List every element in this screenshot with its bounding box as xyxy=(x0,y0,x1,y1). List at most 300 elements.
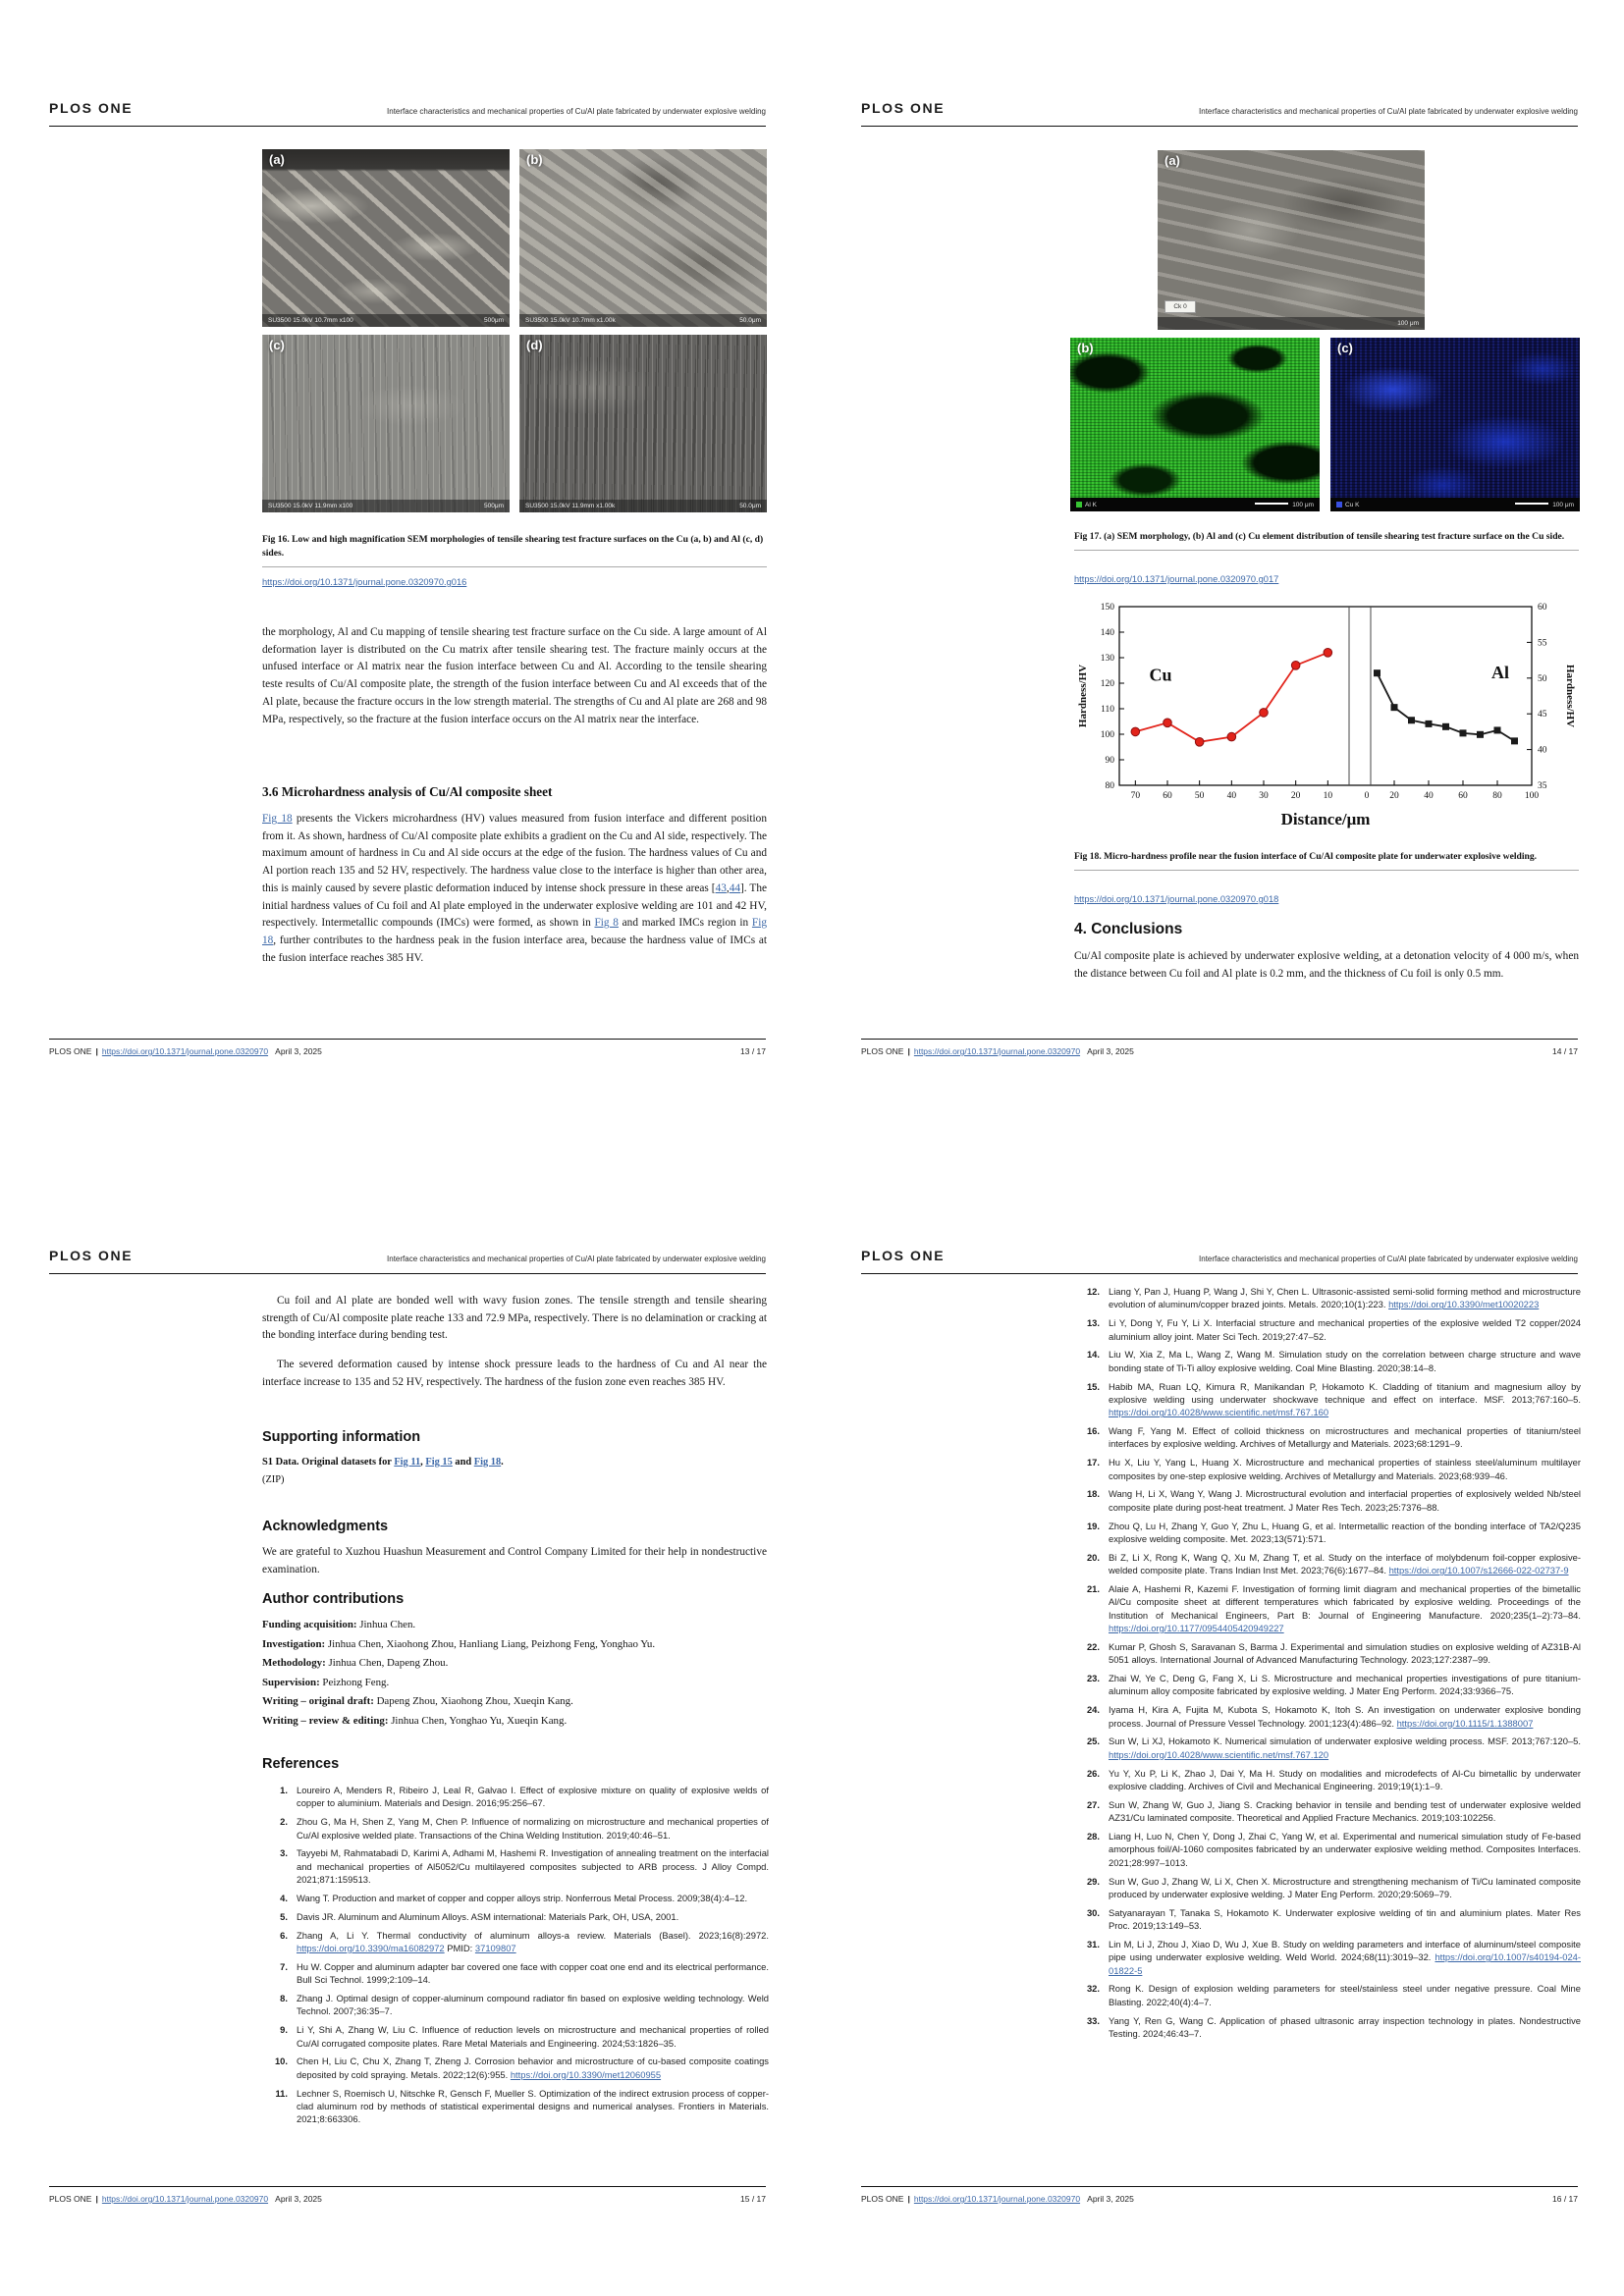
reference-link[interactable]: https://doi.org/10.4028/www.scientific.net/msf.767.120 xyxy=(1109,1748,1329,1760)
reference-number: 30. xyxy=(1086,1906,1100,1918)
contribution-role: Funding acquisition: xyxy=(262,1619,357,1630)
chart-text: Hardness/HV xyxy=(1077,664,1089,728)
chart-text: 10 xyxy=(1323,791,1333,801)
panel-label: (b) xyxy=(526,152,543,167)
reference-item xyxy=(262,1960,769,1987)
text-run: Davis JR. Aluminum and Aluminum Alloys. ASM international: Materials Park, OH, USA, 2001. xyxy=(297,1910,679,1922)
reference-text xyxy=(1109,1551,1581,1577)
data-point-cu xyxy=(1164,719,1172,727)
data-point-cu xyxy=(1227,732,1236,741)
text-run: . xyxy=(501,1457,504,1468)
reference-link[interactable]: https://doi.org/10.1177/0954405420949227 xyxy=(1109,1623,1284,1634)
reference-text xyxy=(1109,1348,1581,1374)
fig16-doi-link xyxy=(262,577,767,587)
reference-item xyxy=(1074,1487,1581,1514)
footer-left xyxy=(861,2194,1134,2204)
chart-text: 150 xyxy=(1100,603,1114,613)
text-run: Habib MA, Ruan LQ, Kimura R, Manikandan P, Hokamoto K. Cladding of titanium and magnesium alloy by explosive welding using underwater shockwave technique and effect on interface. MSF. 2013;767:160–5. xyxy=(1109,1380,1581,1405)
reference-number: 12. xyxy=(1086,1286,1100,1297)
inline-link[interactable]: Fig 11 xyxy=(394,1457,421,1468)
text-run: Liu W, Xia Z, Ma L, Wang Z, Wang M. Simulation study on the correlation between charge structure and wave bonding state of Ti-Ti alloy explosive welding. Coal Mine Blasting. 2020;38:14–8. xyxy=(1109,1349,1581,1373)
chart-text: 80 xyxy=(1492,791,1502,801)
text-run: Li Y, Shi A, Zhang W, Liu C. Influence of reduction levels on microstructure and mechanical properties of rolled Cu/Al corrugated composite plates. Rare Metal Materials and Engineering. 2024;53:1826–35. xyxy=(297,2024,769,2049)
reference-number: 9. xyxy=(280,2024,288,2036)
text-run: Zhai W, Ye C, Deng G, Fang X, Li S. Microstructure and mechanical properties investigations of pure titanium-aluminum alloy composite fabricated by explosive welding. J Mater Eng Perform. 2024;33:9366–75. xyxy=(1109,1673,1581,1697)
reference-number: 11. xyxy=(275,2087,288,2099)
text-run: Sun W, Li XJ, Hokamoto K. Numerical simulation of underwater explosive welding process. MSF. 2013;767:120–5. xyxy=(1109,1735,1581,1747)
chart-text: Cu xyxy=(1149,665,1172,685)
contribution-names: Jinhua Chen, Xiaohong Zhou, Hanliang Liang, Peizhong Feng, Yonghao Yu. xyxy=(325,1637,656,1650)
body-paragraph: The severed deformation caused by intense shock pressure leads to the hardness of Cu and Al near the interface increase to 135 and 52 HV, respectively. The hardness of the fusion zone even reaches 385 HV. xyxy=(262,1359,767,1388)
chart-text: 100 xyxy=(1524,791,1540,801)
inline-link[interactable]: Fig 18 xyxy=(262,813,293,825)
sem-metadata-bar xyxy=(1158,317,1425,330)
scale-text: 100 μm xyxy=(1552,501,1574,508)
element-tag xyxy=(1336,502,1359,508)
chart-text: 60 xyxy=(1538,603,1547,613)
fig16-panel-d xyxy=(519,335,767,512)
footer-rule xyxy=(861,1039,1578,1040)
reference-item xyxy=(1074,1348,1581,1374)
spectrum-chip: Ck 0 xyxy=(1164,300,1196,313)
reference-number: 15. xyxy=(1086,1380,1100,1392)
reference-number: 7. xyxy=(280,1960,288,1972)
reference-text xyxy=(1109,1703,1581,1730)
chart-text: 60 xyxy=(1163,791,1172,801)
reference-item xyxy=(1074,1767,1581,1793)
reference-number: 4. xyxy=(280,1892,288,1903)
reference-item xyxy=(1074,1938,1581,1977)
page-header xyxy=(49,1248,766,1263)
fig18-doi-link xyxy=(1074,894,1579,904)
reference-text xyxy=(1109,1487,1581,1514)
reference-item xyxy=(1074,1582,1581,1634)
chart-text: 50 xyxy=(1538,673,1547,684)
reference-text xyxy=(1109,1424,1581,1451)
reference-item xyxy=(262,1992,769,2018)
text-run: Sun W, Zhang W, Guo J, Jiang S. Cracking behavior in tensile and bending test of underwater explosive welded AZ31/Cu laminated composite. Theoretical and Applied Fracture Mechanics. 2019;103:102256. xyxy=(1109,1798,1581,1824)
reference-text xyxy=(297,1960,769,1987)
reference-item xyxy=(1074,1380,1581,1419)
reference-number: 24. xyxy=(1086,1704,1100,1716)
reference-item xyxy=(262,2055,769,2081)
body-paragraph xyxy=(262,811,767,968)
reference-text xyxy=(297,1992,769,2018)
contribution-line xyxy=(262,1619,767,1630)
footer-date: April 3, 2025 xyxy=(1087,2194,1134,2204)
sem-scale: 500μm xyxy=(483,317,504,324)
reference-number: 3. xyxy=(280,1847,288,1859)
reference-item xyxy=(1074,1456,1581,1482)
chart-text: 45 xyxy=(1538,710,1547,721)
header-rule xyxy=(49,126,766,127)
scale-bar xyxy=(1515,503,1548,505)
reference-number: 23. xyxy=(1086,1673,1100,1684)
footer-left xyxy=(49,1046,322,1056)
data-point-al xyxy=(1477,731,1484,738)
contribution-names: Jinhua Chen, Yonghao Yu, Xueqin Kang. xyxy=(388,1714,568,1727)
page-header xyxy=(49,100,766,116)
footer-brand: PLOS ONE xyxy=(49,1046,92,1056)
data-point-al xyxy=(1460,729,1467,736)
references-list xyxy=(262,1784,769,2131)
data-point-cu xyxy=(1291,662,1300,670)
running-title: Interface characteristics and mechanical properties of Cu/Al plate fabricated by underwater explosive welding xyxy=(387,1255,766,1263)
reference-item xyxy=(1074,1703,1581,1730)
footer-doi-link[interactable]: https://doi.org/10.1371/journal.pone.0320970 xyxy=(101,2194,269,2204)
inline-link[interactable]: Fig 18 xyxy=(262,917,767,947)
reference-link[interactable]: https://doi.org/10.1115/1.1388007 xyxy=(1396,1717,1534,1729)
panel-label: (c) xyxy=(269,338,285,352)
contribution-role: Investigation: xyxy=(262,1637,326,1650)
page-number: 16 / 17 xyxy=(1552,2194,1578,2204)
reference-item xyxy=(1074,1640,1581,1667)
chart-text: 20 xyxy=(1389,791,1399,801)
page-footer xyxy=(861,2194,1578,2204)
text-run: , xyxy=(420,1457,426,1468)
text-run: Sun W, Guo J, Zhang W, Li X, Chen X. Microstructure and strengthening mechanism of Ti/Cu laminated composite produced by underwater explosive welding. J Mater Eng Perform. 2020;29:5069–79. xyxy=(1109,1875,1581,1899)
reference-link[interactable]: https://doi.org/10.3390/met12060955 xyxy=(510,2068,662,2080)
text-run: Hu W. Copper and aluminum adapter bar covered one face with copper coat one end and its electrical performance. Bull Sci Technol. 1999;2:109–14. xyxy=(297,1960,769,1986)
panel-label: (b) xyxy=(1077,341,1094,355)
header-rule xyxy=(861,1273,1578,1274)
element-color-swatch xyxy=(1076,502,1082,507)
text-run: Kumar P, Ghosh S, Saravanan S, Barma J. Experimental and simulation studies on explosive welding of AZ31B-Al 5051 alloys. International Journal of Advanced Manufacturing Technology. 2023;127:2387–99. xyxy=(1109,1640,1581,1666)
reference-number: 19. xyxy=(1086,1520,1100,1531)
reference-text xyxy=(1109,1582,1581,1634)
text-run: Li Y, Dong Y, Fu Y, Li X. Interfacial structure and mechanical properties of the explosive welded T2 copper/2024 aluminium alloy joint. Mater Sci Tech. 2019;27:47–52. xyxy=(1109,1317,1581,1342)
contribution-role: Supervision: xyxy=(262,1676,320,1688)
chart-text: 100 xyxy=(1100,730,1114,740)
text-run: Bi Z, Li X, Rong K, Wang Q, Xu M, Zhang T, et al. Study on the interface of molybdenum foil-copper explosive-welded composite plate. Trans Indian Inst Met. 2023;76(6):1677–84. xyxy=(1109,1551,1581,1576)
sem-metadata-bar xyxy=(519,314,767,327)
inline-link[interactable]: Fig 15 xyxy=(425,1457,453,1468)
map-scale xyxy=(1515,502,1574,508)
header-rule xyxy=(49,1273,766,1274)
conclusions-paragraph: Cu/Al composite plate is achieved by underwater explosive welding, at a detonation velocity of 4 000 m/s, when the distance between Cu foil and Al plate is 0.2 mm, and the thickness of Cu foil is only 0.5 mm. xyxy=(1074,950,1579,980)
text-run: and xyxy=(452,1457,474,1468)
sem-scale: 100 μm xyxy=(1397,320,1419,327)
contribution-role: Writing – review & editing: xyxy=(262,1714,389,1727)
footer-left xyxy=(861,1046,1134,1056)
reference-text xyxy=(1109,1875,1581,1901)
text-run: presents the Vickers microhardness (HV) values measured from fusion interface and different position from it. As shown, hardness of Cu/Al composite plate exhibits a gradient on the Cu and Al side, respectively. The maximum amount of hardness in Cu and Al side occurs at the edge of the fusion. The hardness values of Cu and Al portion reach 135 and 52 HV, respectively. The hardness value close to the interface is higher than other area, this is mainly caused by severe plastic deformation induced by intense shock pressure in these areas [ xyxy=(262,813,767,894)
chart-text: 110 xyxy=(1101,705,1114,715)
chart-text: 30 xyxy=(1259,791,1269,801)
element-name: Cu K xyxy=(1345,501,1360,508)
journal-logo: PLOS ONE xyxy=(861,1248,946,1263)
reference-text xyxy=(1109,2014,1581,2041)
text-run: PMID: xyxy=(444,1942,475,1953)
reference-item xyxy=(1074,1798,1581,1825)
sem-metadata-bar xyxy=(262,500,510,512)
reference-text xyxy=(297,1892,769,1904)
reference-text xyxy=(1109,1938,1581,1977)
reference-link[interactable]: https://doi.org/10.3390/ma16082972 xyxy=(297,1942,445,1953)
scale-bar xyxy=(1255,503,1288,505)
chart-text: 40 xyxy=(1226,791,1237,801)
body-paragraph: the morphology, Al and Cu mapping of tensile shearing test fracture surface on the Cu side. A large amount of Al deformation layer is distributed on the Cu matrix after tensile shearing test. The fracture mainly occurs at the unfused interface or Al matrix near the fusion interface between Cu and Al. According to the tensile shearing teste results of Cu/Al composite plate, the strength of the fusion interface between Cu and Al exceeds that of the Al plate, because the fracture occurs in the low strength material. The strengths of Cu and Al plate are 268 and 98 MPa, respectively, so the fracture at the fusion interface occurs on the Al matrix near the interface. xyxy=(262,626,767,725)
text-run: Zhang A, Li Y. Thermal conductivity of aluminum alloys-a review. Materials (Basel). 2023;16(8):2972. xyxy=(297,1929,769,1941)
element-name: Al K xyxy=(1085,501,1097,508)
chart-text: 130 xyxy=(1100,654,1114,664)
running-title: Interface characteristics and mechanical properties of Cu/Al plate fabricated by underwater explosive welding xyxy=(1199,107,1578,116)
reference-number: 17. xyxy=(1086,1457,1100,1468)
reference-number: 32. xyxy=(1086,1983,1100,1995)
map-scale xyxy=(1255,502,1314,508)
reference-item xyxy=(262,1846,769,1886)
running-title: Interface characteristics and mechanical properties of Cu/Al plate fabricated by underwater explosive welding xyxy=(1199,1255,1578,1263)
reference-number: 5. xyxy=(280,1910,288,1922)
scale-text: 100 μm xyxy=(1292,501,1314,508)
contribution-role: Writing – original draft: xyxy=(262,1695,374,1707)
contribution-names: Dapeng Zhou, Xiaohong Zhou, Xueqin Kang. xyxy=(373,1695,573,1707)
data-point-cu xyxy=(1324,649,1332,658)
text-run: , xyxy=(726,881,730,894)
sem-meta: SU3500 15.0kV 11.9mm x1.00k xyxy=(525,503,616,509)
data-point-al xyxy=(1511,737,1518,744)
page-15 xyxy=(0,1148,812,2295)
reference-number: 6. xyxy=(280,1929,288,1941)
running-title: Interface characteristics and mechanical properties of Cu/Al plate fabricated by underwater explosive welding xyxy=(387,107,766,116)
text-run: Hu X, Liu Y, Yang L, Huang X. Microstructure and mechanical properties of stainless steel/aluminum multilayer composites by one-step explosive welding. Archives of Metallurgy and Materials. 2023;68:939–46. xyxy=(1109,1457,1581,1481)
panel-label: (d) xyxy=(526,338,543,352)
inline-link[interactable]: 44 xyxy=(729,881,740,894)
reference-number: 27. xyxy=(1086,1798,1100,1810)
footer-rule xyxy=(49,2186,766,2187)
footer-date: April 3, 2025 xyxy=(1087,1046,1134,1056)
author-contributions-list xyxy=(262,1619,767,1734)
reference-number: 2. xyxy=(280,1816,288,1828)
panel-label: (a) xyxy=(269,152,285,167)
journal-logo: PLOS ONE xyxy=(49,1248,134,1263)
reference-link[interactable]: https://doi.org/10.1007/s12666-022-02737-9 xyxy=(1388,1565,1569,1576)
reference-text xyxy=(297,1929,769,1955)
text-run: Zhou Q, Lu H, Zhang Y, Guo Y, Zhu L, Huang G, et al. Intermetallic reaction of the bonding interface of TA2/Q235 explosive welding composite. Met. 2023;13(571):571. xyxy=(1109,1520,1581,1544)
chart-text: 70 xyxy=(1130,791,1141,801)
sem-meta: SU3500 15.0kV 10.7mm x100 xyxy=(268,317,353,324)
text-run: and marked IMCs region in xyxy=(618,917,752,930)
section-heading-3-6: 3.6 Microhardness analysis of Cu/Al composite sheet xyxy=(262,784,553,799)
inline-link[interactable]: Fig 18 xyxy=(473,1457,502,1468)
page-footer xyxy=(861,1046,1578,1056)
reference-text xyxy=(297,2087,769,2126)
text-run: S1 Data. Original datasets for xyxy=(262,1457,395,1468)
chart-text: Hardness/HV xyxy=(1564,664,1576,728)
chart-text: 55 xyxy=(1538,638,1547,649)
reference-text xyxy=(1109,1767,1581,1793)
reference-text xyxy=(1109,1456,1581,1482)
data-point-al xyxy=(1442,723,1449,730)
text-run: Chen H, Liu C, Chu X, Zhang T, Zheng J. Corrosion behavior and microstructure of cu-based composite coatings deposited by cold spraying. Metals. 2022;12(6):955. xyxy=(297,2056,769,2080)
reference-item xyxy=(1074,1316,1581,1343)
footer-rule xyxy=(49,1039,766,1040)
acknowledgments-heading: Acknowledgments xyxy=(262,1519,389,1534)
footer-pipe: | xyxy=(95,1046,98,1056)
reference-number: 29. xyxy=(1086,1875,1100,1887)
text-run: ]. The initial hardness values of Cu foil and Al plate employed in the underwater explosive welding are 101 and 42 HV, respectively. Intermetallic compounds (IMCs) were formed, as shown in xyxy=(262,881,767,930)
element-tag xyxy=(1076,502,1097,508)
text-run: Wang F, Yang M. Effect of colloid thickness on microstructures and mechanical properties of titanium/steel interfaces by explosive welding. Archives of Metallurgy and Materials. 2023;68:1291–9. xyxy=(1109,1425,1581,1450)
contribution-line xyxy=(262,1677,767,1688)
text-run: Tayyebi M, Rahmatabadi D, Karimi A, Adhami M, Hashemi R. Investigation of annealing treatment on the interfacial and mechanical properties of Al5052/Cu multilayered composites subjected to ARB process. J Alloy Compd. 2021;871:159513. xyxy=(297,1847,769,1886)
sem-metadata-bar xyxy=(519,500,767,512)
chart-text: 90 xyxy=(1105,756,1114,766)
footer-brand: PLOS ONE xyxy=(49,2194,92,2204)
reference-number: 26. xyxy=(1086,1767,1100,1779)
chart-text: Al xyxy=(1491,662,1509,682)
references-list xyxy=(1074,1285,1581,2046)
reference-text xyxy=(297,1846,769,1886)
footer-date: April 3, 2025 xyxy=(275,2194,322,2204)
element-color-swatch xyxy=(1336,502,1342,507)
page-header xyxy=(861,100,1578,116)
doi-link[interactable]: https://doi.org/10.1371/journal.pone.0320970.g017 xyxy=(1074,574,1279,584)
plot-border xyxy=(1119,607,1532,785)
reference-text xyxy=(1109,1285,1581,1311)
chart-text: 60 xyxy=(1458,791,1468,801)
chart-text: Distance/μm xyxy=(1280,810,1371,828)
reference-link[interactable]: https://doi.org/10.3390/met10020223 xyxy=(1388,1299,1540,1310)
fig16-panel-b xyxy=(519,149,767,327)
references-heading: References xyxy=(262,1756,340,1772)
data-point-al xyxy=(1391,704,1398,711)
contribution-names: Peizhong Feng. xyxy=(319,1676,390,1688)
text-run: Yang Y, Ren G, Wang C. Application of phased ultrasonic array inspection technology in plates. Nondestructive Testing. 2024;46:43–7. xyxy=(1109,2014,1581,2039)
reference-link[interactable]: 37109807 xyxy=(474,1942,516,1953)
panel-label: (c) xyxy=(1337,341,1353,355)
chart-text: 120 xyxy=(1100,679,1114,689)
reference-text xyxy=(1109,1316,1581,1343)
fig17-panel-b-al-map xyxy=(1070,338,1320,511)
inline-link[interactable]: 43 xyxy=(715,881,727,894)
chart-text: 40 xyxy=(1538,745,1547,756)
reference-number: 21. xyxy=(1086,1583,1100,1595)
reference-item xyxy=(1074,1551,1581,1577)
journal-logo: PLOS ONE xyxy=(861,100,946,116)
sem-metadata-bar xyxy=(262,314,510,327)
chart-text: 40 xyxy=(1424,791,1434,801)
reference-item xyxy=(1074,1424,1581,1451)
text-run: Wang T. Production and market of copper and copper alloys strip. Nonferrous Metal Process. 2009;38(4):4–12. xyxy=(297,1892,748,1903)
doi-link[interactable]: https://doi.org/10.1371/journal.pone.0320970.g016 xyxy=(262,577,467,587)
footer-doi-link[interactable]: https://doi.org/10.1371/journal.pone.0320970 xyxy=(101,1046,269,1056)
reference-item xyxy=(1074,1830,1581,1869)
supporting-info-heading: Supporting information xyxy=(262,1429,421,1445)
text-run: Zhou G, Ma H, Shen Z, Yang M, Chen P. Influence of normalizing on microstructure and mechanical properties of Cu/Al explosive welded plate. Transactions of the China Welding Institution. 2019;40:46–51. xyxy=(297,1816,769,1841)
reference-link[interactable]: https://doi.org/10.4028/www.scientific.net/msf.767.160 xyxy=(1109,1407,1329,1418)
reference-number: 25. xyxy=(1086,1735,1100,1747)
reference-text xyxy=(1109,1520,1581,1546)
fig18-caption: Fig 18. Micro-hardness profile near the fusion interface of Cu/Al composite plate for underwater explosive welding. xyxy=(1074,850,1579,871)
page-header xyxy=(861,1248,1578,1263)
header-rule xyxy=(861,126,1578,127)
fig17-panel-a xyxy=(1158,150,1425,330)
reference-number: 8. xyxy=(280,1992,288,2003)
reference-item xyxy=(1074,1672,1581,1698)
reference-number: 14. xyxy=(1086,1349,1100,1361)
eds-map-bar xyxy=(1330,498,1580,511)
text-run: Lin M, Li J, Zhou J, Xiao D, Wu J, Xue B. Study on welding parameters and interface of aluminum/steel composite pipe using underwater explosive welding. Weld World. 2024;68(11):3019–32. xyxy=(1109,1938,1581,1963)
footer-pipe: | xyxy=(907,1046,910,1056)
chart-text: 20 xyxy=(1290,791,1301,801)
text-run: Rong K. Design of explosion welding parameters for steel/stainless steel under negative pressure. Coal Mine Blasting. 2022;40(4):4–7. xyxy=(1109,1983,1581,2007)
text-run: Alaie A, Hashemi R, Kazemi F. Investigation of forming limit diagram and mechanical properties of the bimetallic Al/Cu composite sheet at different temperatures which fabricated by explosive welding. Proceedings of the Institution of Mechanical Engineers, Part B: Journal of Engineering Manufacture. 2020;235(1–2):73–84. xyxy=(1109,1583,1581,1621)
reference-item xyxy=(262,2087,769,2126)
reference-number: 18. xyxy=(1086,1488,1100,1500)
fig16-caption: Fig 16. Low and high magnification SEM morphologies of tensile shearing test fracture surfaces on the Cu (a, b) and Al (c, d) sides. xyxy=(262,533,767,567)
chart-text: 140 xyxy=(1100,628,1114,638)
footer-rule xyxy=(861,2186,1578,2187)
reference-text xyxy=(1109,1380,1581,1419)
page-number: 13 / 17 xyxy=(740,1046,766,1056)
reference-item xyxy=(1074,1875,1581,1901)
reference-text xyxy=(297,2023,769,2050)
sem-scale: 50.0μm xyxy=(739,317,761,324)
footer-pipe: | xyxy=(907,2194,910,2204)
reference-text xyxy=(297,1815,769,1842)
reference-item xyxy=(262,1910,769,1923)
fig17-panel-c-cu-map xyxy=(1330,338,1580,511)
reference-item xyxy=(262,2023,769,2050)
reference-item xyxy=(262,1815,769,1842)
reference-text xyxy=(297,1784,769,1810)
s1-data-line xyxy=(262,1457,767,1468)
reference-number: 13. xyxy=(1086,1317,1100,1329)
footer-doi-link[interactable]: https://doi.org/10.1371/journal.pone.0320970 xyxy=(913,2194,1081,2204)
conclusions-heading: 4. Conclusions xyxy=(1074,921,1183,937)
sem-meta: SU3500 15.0kV 10.7mm x1.00k xyxy=(525,317,616,324)
reference-number: 33. xyxy=(1086,2014,1100,2026)
footer-doi-link[interactable]: https://doi.org/10.1371/journal.pone.0320970 xyxy=(913,1046,1081,1056)
page-number: 15 / 17 xyxy=(740,2194,766,2204)
contribution-line xyxy=(262,1695,767,1707)
reference-link[interactable]: https://doi.org/10.1007/s40194-024-01822-5 xyxy=(1109,1951,1581,1976)
panel-label: (a) xyxy=(1164,153,1180,168)
contribution-line xyxy=(262,1715,767,1727)
eds-map-bar xyxy=(1070,498,1320,511)
page-16 xyxy=(812,1148,1624,2295)
inline-link[interactable]: Fig 8 xyxy=(594,917,619,930)
text-run: Wang H, Li X, Wang Y, Wang J. Microstructural evolution and interfacial properties of explosively welded Nb/steel composite plate during post-heat treatment. J Mater Res Tech. 2023;25:7376–88. xyxy=(1109,1488,1581,1513)
fig16-panel-a xyxy=(262,149,510,327)
fig16-panel-c xyxy=(262,335,510,512)
fig17-doi-link xyxy=(1074,574,1579,584)
data-point-al xyxy=(1374,669,1380,676)
contribution-line xyxy=(262,1638,767,1650)
reference-item xyxy=(262,1892,769,1904)
reference-text xyxy=(1109,1830,1581,1869)
reference-item xyxy=(1074,1735,1581,1761)
footer-brand: PLOS ONE xyxy=(861,1046,904,1056)
reference-text xyxy=(1109,1672,1581,1698)
reference-text xyxy=(1109,1982,1581,2008)
author-contributions-heading: Author contributions xyxy=(262,1591,405,1607)
doi-link[interactable]: https://doi.org/10.1371/journal.pone.0320970.g018 xyxy=(1074,894,1279,904)
reference-number: 22. xyxy=(1086,1640,1100,1652)
data-point-cu xyxy=(1195,738,1204,747)
chart-text: 50 xyxy=(1194,791,1205,801)
text-run: , further contributes to the hardness peak in the fusion interface area, because the hardness value of IMCs at the fusion interface reaches 385 HV. xyxy=(262,934,767,964)
fig18-hardness-chart xyxy=(1074,593,1579,844)
sem-scale: 500μm xyxy=(483,503,504,509)
reference-text xyxy=(1109,1735,1581,1761)
reference-text xyxy=(297,2055,769,2081)
chart-text: 35 xyxy=(1538,781,1547,791)
reference-text xyxy=(1109,1798,1581,1825)
reference-item xyxy=(1074,1285,1581,1311)
chart-text: 0 xyxy=(1364,791,1370,801)
